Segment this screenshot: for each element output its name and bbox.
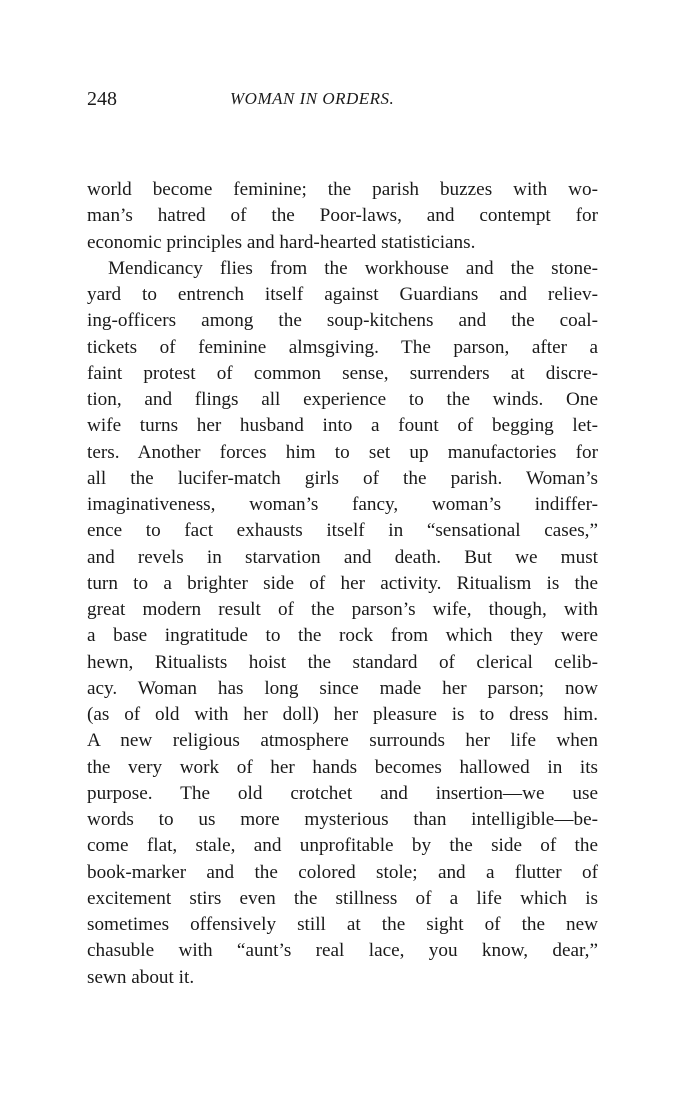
text-line: imaginativeness, woman’s fancy, woman’s indiffer- <box>87 494 598 515</box>
text-line: sewn about it. <box>87 966 195 988</box>
text-line: ters. Another forces him to set up manufactories for <box>87 441 598 463</box>
text-line: acy. Woman has long since made her parson; now <box>87 677 598 699</box>
text-line: come flat, stale, and unprofitable by the side of the <box>87 835 598 857</box>
text-line: ing-officers among the soup-kitchens and the coal- <box>87 310 598 332</box>
text-line: excitement stirs even the stillness of a life which is <box>87 887 598 909</box>
text-line: Mendicancy flies from the workhouse and the stone- <box>108 257 598 279</box>
text-line: wife turns her husband into a fount of begging let- <box>87 415 598 437</box>
text-line: tickets of feminine almsgiving. The parson, after a <box>87 336 598 358</box>
body-text <box>87 177 598 991</box>
page-header <box>87 88 598 116</box>
page-number: 248 <box>87 88 117 110</box>
text-line: turn to a brighter side of her activity. Ritualism is the <box>87 572 598 594</box>
text-line: (as of old with her doll) her pleasure is to dress him. <box>87 704 598 725</box>
text-line: purpose. The old crotchet and insertion—we use <box>87 782 598 804</box>
text-line: book-marker and the colored stole; and a flutter of <box>87 861 598 883</box>
text-line: all the lucifer-match girls of the parish. Woman’s <box>87 467 598 489</box>
text-line: yard to entrench itself against Guardians and reliev- <box>87 284 598 305</box>
text-line: and revels in starvation and death. But we must <box>87 546 598 568</box>
text-line: sometimes offensively still at the sight of the new <box>87 914 598 935</box>
text-line: the very work of her hands becomes hallowed in its <box>87 756 598 778</box>
running-title: WOMAN IN ORDERS. <box>230 89 395 108</box>
text-line: A new religious atmosphere surrounds her life when <box>87 730 598 752</box>
text-line: ence to fact exhausts itself in “sensational cases,” <box>87 520 598 542</box>
text-line: great modern result of the parson’s wife, though, with <box>87 599 598 620</box>
text-line: words to us more mysterious than intelligible—be- <box>87 809 598 830</box>
text-line: a base ingratitude to the rock from which they were <box>87 625 598 647</box>
text-line: chasuble with “aunt’s real lace, you know, dear,” <box>87 940 598 962</box>
text-line: hewn, Ritualists hoist the standard of clerical celib- <box>87 651 598 673</box>
text-line: faint protest of common sense, surrenders at discre- <box>87 362 598 384</box>
text-line: world become feminine; the parish buzzes with wo- <box>87 179 598 200</box>
text-line: man’s hatred of the Poor-laws, and contempt for <box>87 205 598 227</box>
text-line: economic principles and hard-hearted statisticians. <box>87 231 476 253</box>
text-line: tion, and flings all experience to the winds. One <box>87 389 598 410</box>
